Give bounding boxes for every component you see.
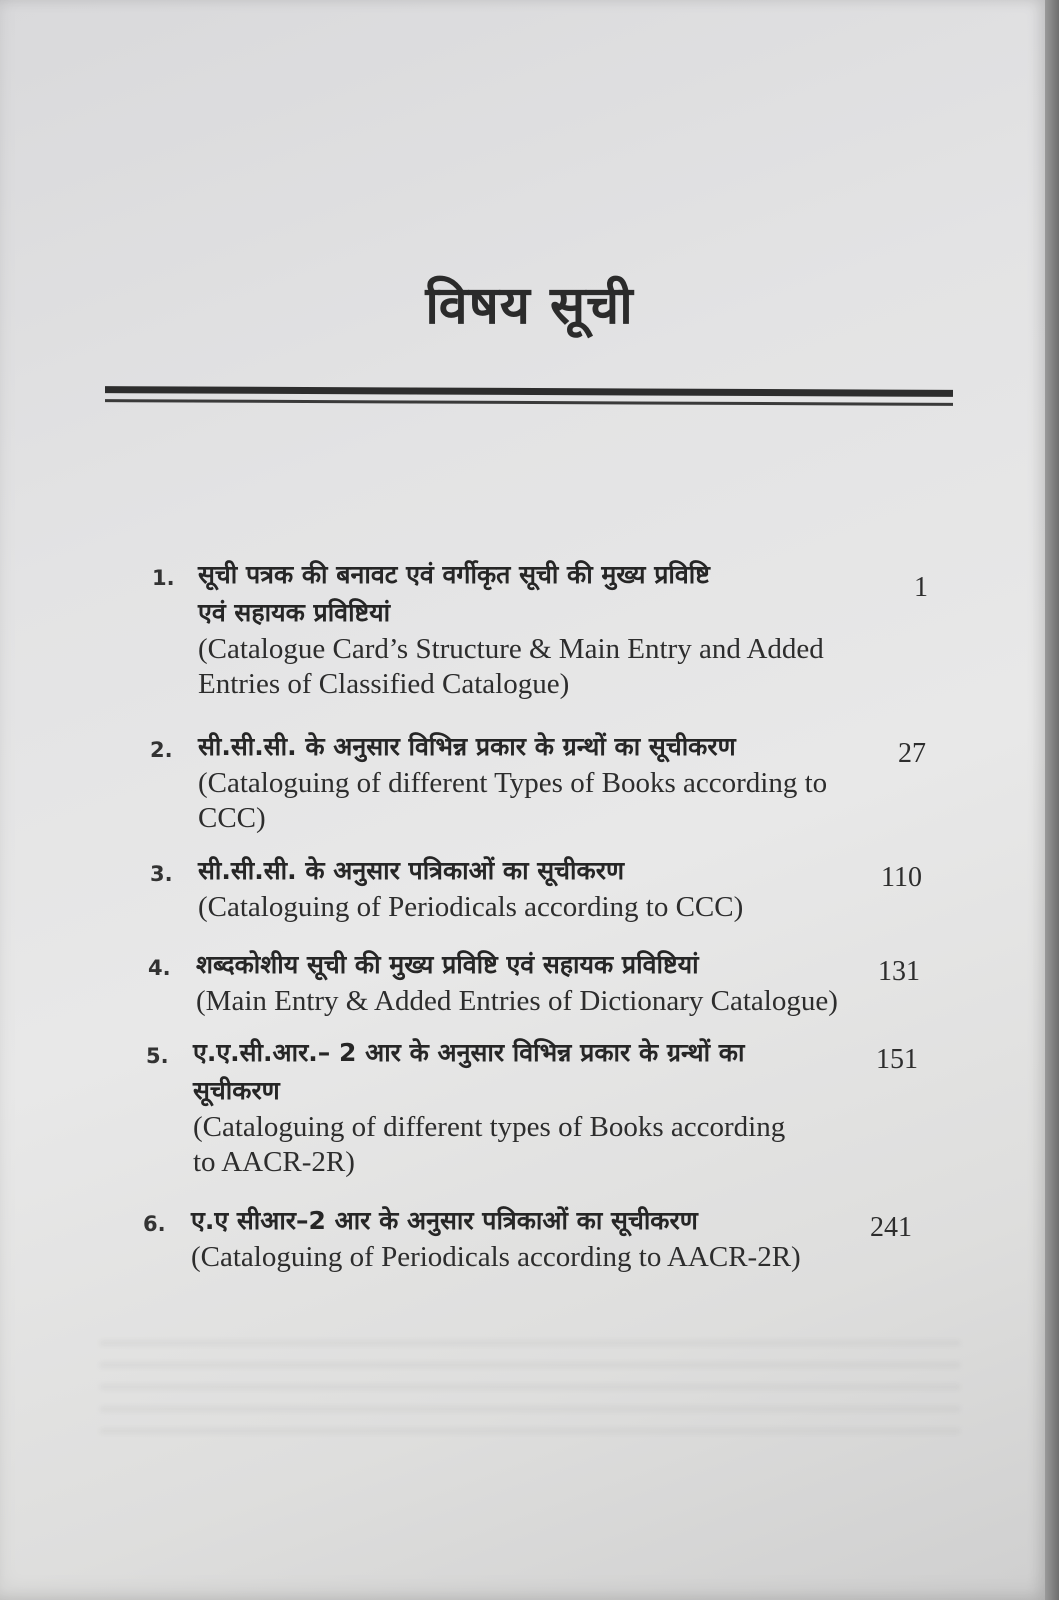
entry-4-number: 4. (148, 956, 171, 980)
entry-5-hindi-line-2: सूचीकरण (193, 1076, 280, 1105)
entry-3-hindi-line-1: सी.सी.सी. के अनुसार पत्रिकाओं का सूचीकरण (198, 856, 625, 885)
entry-4-hindi-line-1: शब्दकोशीय सूची की मुख्य प्रविष्टि एवं सहायक प्रविष्टियां (196, 950, 699, 979)
entry-2-english-line-1: (Cataloguing of different Types of Books according to (198, 767, 828, 799)
page-edge-shadow (1045, 0, 1059, 1600)
entry-1-english-line-2: Entries of Classified Catalogue) (198, 668, 570, 700)
entry-6-english-line-1: (Cataloguing of Periodicals according to AACR-2R) (191, 1241, 801, 1273)
entry-1 (198, 556, 824, 702)
entry-2-number: 2. (150, 738, 173, 762)
entry-5-number: 5. (146, 1044, 169, 1068)
entry-5-english-line-1: (Cataloguing of different types of Books according (193, 1111, 786, 1143)
entry-5 (193, 1034, 785, 1180)
entry-1-hindi-line-1: सूची पत्रक की बनावट एवं वर्गीकृत सूची की मुख्य प्रविष्टि (198, 560, 710, 589)
entry-6-page-number: 241 (870, 1212, 912, 1243)
entry-1-hindi-line-2: एवं सहायक प्रविष्टियां (198, 598, 391, 627)
entry-2-english-line-2: CCC) (198, 802, 266, 834)
entry-1-page-number: 1 (914, 572, 928, 603)
entry-5-hindi-line-1: ए.ए.सी.आर.– 2 आर के अनुसार विभिन्न प्रकार के ग्रन्थों का (193, 1038, 745, 1067)
entry-5-page-number: 151 (876, 1044, 918, 1075)
entry-2-page-number: 27 (898, 738, 926, 769)
entry-4-page-number: 131 (878, 956, 920, 987)
entry-4-english-line-1: (Main Entry & Added Entries of Dictionary Catalogue) (196, 985, 838, 1017)
entry-4 (196, 946, 838, 1019)
entry-5-english-line-2: to AACR-2R) (193, 1146, 355, 1178)
entry-3-page-number: 110 (881, 862, 922, 893)
entry-6-hindi-line-1: ए.ए सीआर–2 आर के अनुसार पत्रिकाओं का सूचीकरण (191, 1206, 698, 1235)
entry-3-english-line-1: (Cataloguing of Periodicals according to CCC) (198, 891, 744, 923)
entry-1-english-line-1: (Catalogue Card’s Structure & Main Entry and Added (198, 633, 824, 665)
page-title: विषय सूची (425, 276, 634, 336)
entry-6-number: 6. (143, 1212, 166, 1236)
entry-1-number: 1. (152, 566, 175, 590)
entry-3-number: 3. (150, 862, 173, 886)
bleed-through-texture (100, 1340, 960, 1450)
entry-2-hindi-line-1: सी.सी.सी. के अनुसार विभिन्न प्रकार के ग्रन्थों का सूचीकरण (198, 732, 736, 761)
entry-2 (198, 728, 827, 836)
entry-3 (198, 852, 743, 925)
title-rule-thin (105, 399, 953, 406)
entry-6 (191, 1202, 801, 1275)
title-rule-thick (105, 386, 953, 397)
